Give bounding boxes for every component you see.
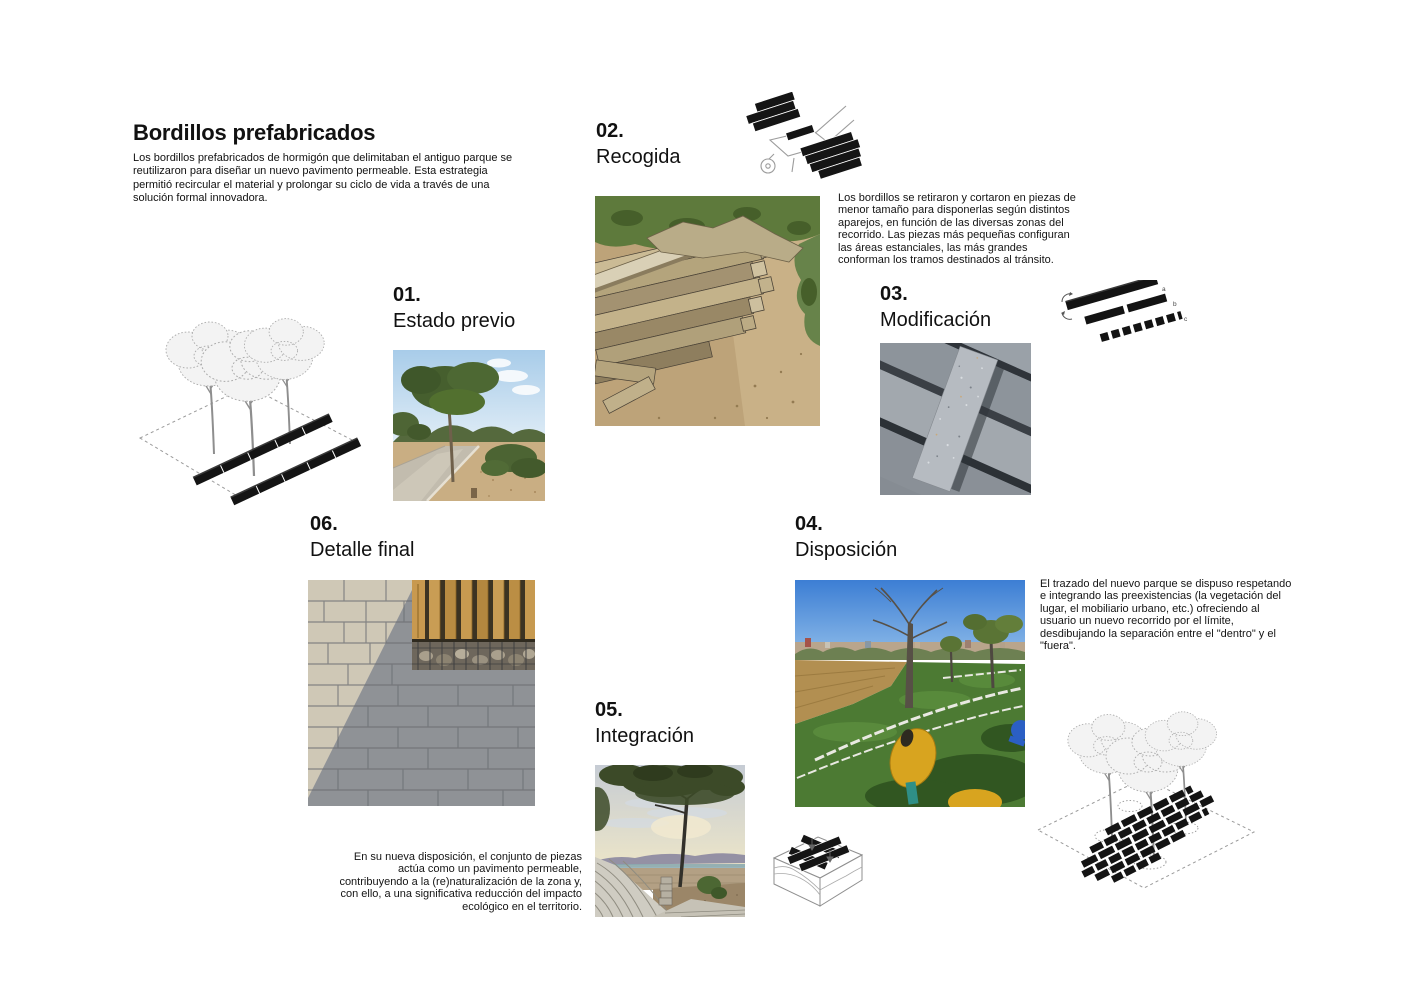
cut-pieces-illustration bbox=[1056, 280, 1192, 368]
step-04-caption: El trazado del nuevo parque se dispuso respetando e integrando las preexistencias (la vegetación del lugar, el mobiliario urbano, etc.) ofreciendo al usuario un nuevo recorrido por el límite, desdibujando la separación entre el "dentro" y el "fuera". bbox=[1040, 578, 1292, 653]
stump bbox=[471, 488, 477, 498]
step-02-label: Recogida bbox=[596, 146, 681, 168]
brick-pavement-band bbox=[1071, 782, 1225, 890]
curb-bar bbox=[230, 437, 361, 505]
piece-label-a: a bbox=[1162, 286, 1166, 293]
step-06-header bbox=[310, 512, 415, 564]
intro-paragraph: Los bordillos prefabricados de hormigón que delimitaban el antiguo parque se reutilizaron para diseñar un nuevo pavimento permeable. Esta estrategia permitió recircular el material y prolongar su ciclo de vida a través de una solución formal innovadora. bbox=[133, 152, 513, 205]
wheelbarrow-curbs-illustration bbox=[742, 92, 868, 186]
step-02-header bbox=[596, 119, 681, 171]
step-01-number: 01. bbox=[393, 284, 421, 306]
step-04-label: Disposición bbox=[795, 539, 898, 561]
pavement-section-box-illustration bbox=[762, 824, 872, 916]
step-03-header bbox=[880, 282, 991, 334]
step-05-number: 05. bbox=[595, 699, 623, 721]
photo-recogida-curb-pile bbox=[595, 196, 820, 426]
block-pillar bbox=[659, 877, 672, 905]
wooden-bench-slats bbox=[412, 580, 535, 642]
photo-estado-previo bbox=[393, 350, 545, 501]
isometric-estado-previo-illustration bbox=[126, 286, 364, 510]
step-01-header bbox=[393, 283, 515, 335]
step-02-number: 02. bbox=[596, 120, 624, 142]
step-01-label: Estado previo bbox=[393, 310, 516, 332]
gabion-basket bbox=[412, 642, 535, 670]
step-05-caption: En su nueva disposición, el conjunto de piezas actúa como un pavimento permeable, contribuyendo a la (re)naturalización de la zona y, con ello, a una significativa reducción del impacto ecológico en el territorio. bbox=[339, 851, 582, 913]
piece-label-b: b bbox=[1173, 301, 1177, 308]
piece-c-row bbox=[1101, 315, 1182, 338]
step-02-caption: Los bordillos se retiraron y cortaron en piezas de menor tamaño para disponerlas según distintos aparejos, en función de las diversas zonas del recorrido. Las piezas más pequeñas configuran las áreas estanciales, las más grandes conforman los tramos destinados al tránsito. bbox=[838, 192, 1076, 267]
step-06-label: Detalle final bbox=[310, 539, 415, 561]
step-04-header bbox=[795, 512, 897, 564]
title-block bbox=[133, 120, 533, 206]
page-title: Bordillos prefabricados bbox=[133, 120, 376, 145]
photo-modificacion-concrete bbox=[880, 343, 1031, 495]
photo-detalle-final-pavement bbox=[308, 580, 535, 806]
photo-integracion-tree bbox=[595, 765, 745, 917]
photo-disposicion-park bbox=[795, 580, 1025, 807]
curb-stack-left bbox=[743, 92, 801, 133]
step-06-number: 06. bbox=[310, 513, 338, 535]
step-05-header bbox=[595, 698, 694, 750]
isometric-disposicion-illustration bbox=[1032, 690, 1260, 898]
piece-label-c: c bbox=[1184, 316, 1188, 323]
step-03-label: Modificación bbox=[880, 309, 992, 331]
ground-plane-dashed bbox=[140, 386, 356, 500]
step-05-label: Integración bbox=[595, 725, 694, 747]
step-03-number: 03. bbox=[880, 283, 908, 305]
step-04-number: 04. bbox=[795, 513, 823, 535]
sunset-glow bbox=[651, 815, 711, 839]
